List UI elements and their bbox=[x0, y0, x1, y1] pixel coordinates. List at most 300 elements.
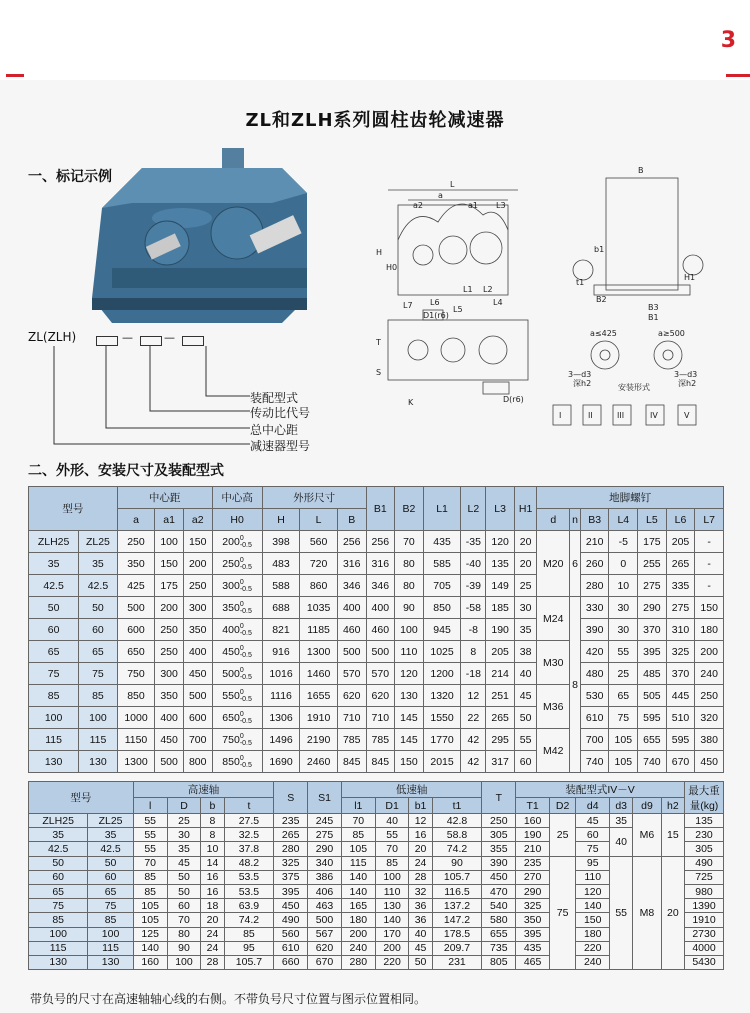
table-cell: 1460 bbox=[300, 663, 338, 685]
table-cell: 2460 bbox=[300, 751, 338, 773]
table-cell: 250 bbox=[695, 685, 724, 707]
table-cell: ZLH25 bbox=[29, 814, 88, 828]
table-row bbox=[29, 597, 724, 619]
th-assembly-type: 装配型式IV－V bbox=[516, 782, 685, 798]
table-cell: 240 bbox=[695, 663, 724, 685]
table-cell: 660 bbox=[274, 955, 308, 969]
asm-type-V: V bbox=[684, 411, 690, 420]
table-cell: 460 bbox=[337, 619, 366, 641]
table-cell: 585 bbox=[423, 553, 461, 575]
table-cell: 256 bbox=[366, 531, 395, 553]
table-cell: 190 bbox=[516, 828, 550, 842]
table-cell: 750 bbox=[117, 663, 155, 685]
table-cell: 260 bbox=[580, 553, 609, 575]
table-cell: 53.5 bbox=[224, 884, 274, 898]
table-cell: 1320 bbox=[423, 685, 461, 707]
table-cell: 30 bbox=[609, 597, 638, 619]
dim-a1: a1 bbox=[468, 201, 478, 210]
table-cell: 120 bbox=[486, 531, 515, 553]
table-cell: 214 bbox=[486, 663, 515, 685]
table-cell: 740 bbox=[580, 751, 609, 773]
table-cell: 270 bbox=[516, 870, 550, 884]
table-cell: 50 bbox=[514, 707, 536, 729]
table-cell: 85 bbox=[133, 884, 167, 898]
th-L: L bbox=[300, 509, 338, 531]
d3-cell: 35 bbox=[610, 814, 633, 828]
table-cell: 85 bbox=[375, 856, 409, 870]
table-cell: 22 bbox=[461, 707, 486, 729]
table-cell: 250 bbox=[482, 814, 516, 828]
table-cell: 90 bbox=[432, 856, 482, 870]
table-cell: 655 bbox=[482, 927, 516, 941]
table-cell: 3000 -0.5 bbox=[212, 575, 262, 597]
table-cell: 20 bbox=[514, 531, 536, 553]
table-cell: 170 bbox=[375, 927, 409, 941]
table-cell: 42 bbox=[461, 751, 486, 773]
section-heading-dimensions: 二、外形、安装尺寸及装配型式 bbox=[28, 463, 224, 479]
table-cell: 275 bbox=[638, 575, 667, 597]
table-cell: -5 bbox=[609, 531, 638, 553]
table-cell: 85 bbox=[88, 913, 133, 927]
table-cell: 1910 bbox=[300, 707, 338, 729]
table-cell: 610 bbox=[580, 707, 609, 729]
table-cell: 150 bbox=[576, 913, 610, 927]
table-cell: 4000 bbox=[685, 941, 724, 955]
table-cell: ZL25 bbox=[79, 531, 118, 553]
th-b1: b1 bbox=[409, 798, 432, 814]
table-cell: 10 bbox=[201, 842, 224, 856]
th-h2: h2 bbox=[661, 798, 684, 814]
table-cell: 1655 bbox=[300, 685, 338, 707]
table-cell: 85 bbox=[341, 828, 375, 842]
table-cell: 375 bbox=[274, 870, 308, 884]
h2-cell: 20 bbox=[661, 856, 684, 970]
table-cell: 500 bbox=[337, 641, 366, 663]
table-cell: 85 bbox=[29, 913, 88, 927]
code-separator: — bbox=[122, 331, 133, 344]
table-cell: 185 bbox=[486, 597, 515, 619]
table-cell: 160 bbox=[133, 955, 167, 969]
table-cell: 50 bbox=[29, 856, 88, 870]
th-B: B bbox=[337, 509, 366, 531]
table-cell: 945 bbox=[423, 619, 461, 641]
table-cell: 16 bbox=[201, 870, 224, 884]
table-cell: 30 bbox=[514, 597, 536, 619]
th-a1: a1 bbox=[155, 509, 184, 531]
table-cell: 251 bbox=[486, 685, 515, 707]
table-cell: 325 bbox=[274, 856, 308, 870]
table-cell: 45 bbox=[576, 814, 610, 828]
th-L5: L5 bbox=[638, 509, 667, 531]
table-cell: 116.5 bbox=[432, 884, 482, 898]
legend-model: 减速器型号 bbox=[250, 439, 311, 453]
th-S1: S1 bbox=[308, 782, 342, 814]
th-high-speed-shaft: 高速轴 bbox=[133, 782, 274, 798]
table-cell: 42.5 bbox=[79, 575, 118, 597]
table-cell: 600 bbox=[117, 619, 155, 641]
table-cell: 740 bbox=[638, 751, 667, 773]
table-row bbox=[29, 707, 724, 729]
table-cell: 580 bbox=[482, 913, 516, 927]
th-B2: B2 bbox=[395, 487, 424, 531]
table-cell: 140 bbox=[375, 913, 409, 927]
table-cell: 420 bbox=[580, 641, 609, 663]
table-cell: 860 bbox=[300, 575, 338, 597]
table-cell: 390 bbox=[482, 856, 516, 870]
th-model: 型号 bbox=[29, 782, 134, 814]
table-cell: 220 bbox=[375, 955, 409, 969]
th-anchor-bolt: 地脚螺钉 bbox=[537, 487, 724, 509]
table-cell: 25 bbox=[609, 663, 638, 685]
table-cell: 60 bbox=[29, 870, 88, 884]
label-hole-2: 3—d3 bbox=[674, 370, 698, 379]
table-cell: 75 bbox=[88, 899, 133, 913]
bolt-d-cell: M24 bbox=[537, 597, 570, 641]
table-cell: 316 bbox=[366, 553, 395, 575]
table-cell: 240 bbox=[576, 955, 610, 969]
table-cell: 200 bbox=[341, 927, 375, 941]
table-cell: 53.5 bbox=[224, 870, 274, 884]
table-cell: 1200 bbox=[423, 663, 461, 685]
table-cell: 6500 -0.5 bbox=[212, 707, 262, 729]
asm-type-II: II bbox=[588, 411, 593, 420]
th-center-height: 中心高 bbox=[212, 487, 262, 509]
table-cell: 500 bbox=[117, 597, 155, 619]
table-cell: 2015 bbox=[423, 751, 461, 773]
table-cell: 100 bbox=[88, 927, 133, 941]
table-cell: 60 bbox=[514, 751, 536, 773]
dim-L6: L6 bbox=[430, 298, 440, 307]
table-cell: 209.7 bbox=[432, 941, 482, 955]
table-cell: 150 bbox=[395, 751, 424, 773]
table-cell: 60 bbox=[88, 870, 133, 884]
table-cell: 655 bbox=[638, 729, 667, 751]
table-cell: 235 bbox=[274, 814, 308, 828]
table-cell: 35 bbox=[29, 553, 79, 575]
table-cell: 570 bbox=[337, 663, 366, 685]
table-cell: 1000 bbox=[117, 707, 155, 729]
table-cell: 145 bbox=[395, 707, 424, 729]
dim-T: T bbox=[376, 338, 381, 347]
table-cell: 200 bbox=[375, 941, 409, 955]
table-cell: 175 bbox=[155, 575, 184, 597]
table-row bbox=[29, 641, 724, 663]
table-cell: 850 bbox=[117, 685, 155, 707]
table-cell: 275 bbox=[666, 597, 695, 619]
table-cell: 370 bbox=[666, 663, 695, 685]
bolt-d-cell: M30 bbox=[537, 641, 570, 685]
table-cell: 120 bbox=[576, 884, 610, 898]
table-cell: 530 bbox=[580, 685, 609, 707]
table-cell: 58.8 bbox=[432, 828, 482, 842]
table-cell: 30 bbox=[167, 828, 201, 842]
table-cell: 55 bbox=[133, 814, 167, 828]
table-cell: 450 bbox=[155, 729, 184, 751]
table-cell: 620 bbox=[308, 941, 342, 955]
table-cell: 330 bbox=[580, 597, 609, 619]
dim-D: D(r6) bbox=[503, 395, 524, 404]
table-cell: 916 bbox=[262, 641, 300, 663]
table-cell: 175 bbox=[638, 531, 667, 553]
table-cell: 20 bbox=[201, 913, 224, 927]
table-cell: 480 bbox=[580, 663, 609, 685]
table-cell: 8500 -0.5 bbox=[212, 751, 262, 773]
th-a2: a2 bbox=[183, 509, 212, 531]
label-mounting: 安装形式 bbox=[618, 383, 650, 392]
table-cell: 140 bbox=[341, 884, 375, 898]
table-cell: 35 bbox=[514, 619, 536, 641]
dim-D1: D1(r6) bbox=[423, 311, 449, 320]
table-cell: 325 bbox=[666, 641, 695, 663]
table-cell: 10 bbox=[609, 575, 638, 597]
model-code: ZL(ZLH) bbox=[28, 330, 77, 344]
table-cell: 27.5 bbox=[224, 814, 274, 828]
table-cell: 200 bbox=[155, 597, 184, 619]
table-cell: 55 bbox=[133, 842, 167, 856]
table-cell: 60 bbox=[167, 899, 201, 913]
table-cell: 1306 bbox=[262, 707, 300, 729]
table-cell: 490 bbox=[274, 913, 308, 927]
th-d: d bbox=[537, 509, 570, 531]
header-rule-right bbox=[726, 74, 750, 77]
th-T1: T1 bbox=[516, 798, 550, 814]
table-cell: 110 bbox=[395, 641, 424, 663]
table-cell: -18 bbox=[461, 663, 486, 685]
table-cell: 725 bbox=[685, 870, 724, 884]
table-row bbox=[29, 575, 724, 597]
header-band bbox=[0, 0, 750, 80]
table-cell: 100 bbox=[395, 619, 424, 641]
header-rule-left bbox=[6, 74, 24, 77]
table-cell: 105 bbox=[133, 913, 167, 927]
table-cell: 5500 -0.5 bbox=[212, 685, 262, 707]
table-cell: 28 bbox=[201, 955, 224, 969]
table-cell: 290 bbox=[516, 884, 550, 898]
table-cell: 20 bbox=[514, 553, 536, 575]
table-cell: 256 bbox=[337, 531, 366, 553]
table-row bbox=[29, 856, 724, 870]
table-cell: 140 bbox=[341, 870, 375, 884]
th-H1: H1 bbox=[514, 487, 536, 531]
dim-L: L bbox=[450, 180, 455, 189]
table-cell: 32.5 bbox=[224, 828, 274, 842]
table-cell: 178.5 bbox=[432, 927, 482, 941]
table-cell: 305 bbox=[482, 828, 516, 842]
table-cell: 120 bbox=[395, 663, 424, 685]
legend-assembly: 装配型式 bbox=[250, 391, 299, 405]
table-cell: 115 bbox=[88, 941, 133, 955]
table-cell: 845 bbox=[337, 751, 366, 773]
table-cell: 8 bbox=[461, 641, 486, 663]
table-cell: 850 bbox=[423, 597, 461, 619]
table-cell: ZL25 bbox=[88, 814, 133, 828]
table-cell: 620 bbox=[337, 685, 366, 707]
table-row bbox=[29, 828, 724, 842]
table-cell: 205 bbox=[666, 531, 695, 553]
table-cell: 85 bbox=[29, 685, 79, 707]
table-cell: 55 bbox=[375, 828, 409, 842]
table-cell: 2190 bbox=[300, 729, 338, 751]
table-cell: 390 bbox=[580, 619, 609, 641]
dimension-table bbox=[28, 486, 724, 773]
label-a-le-425: a≤425 bbox=[590, 329, 617, 338]
th-d4: d4 bbox=[576, 798, 610, 814]
table-cell: 35 bbox=[79, 553, 118, 575]
table-cell: 735 bbox=[482, 941, 516, 955]
table-cell: 570 bbox=[366, 663, 395, 685]
table-row bbox=[29, 531, 724, 553]
table-cell: 290 bbox=[308, 842, 342, 856]
table-cell: 63.9 bbox=[224, 899, 274, 913]
table-cell: 115 bbox=[29, 729, 79, 751]
table-cell: 35 bbox=[29, 828, 88, 842]
table-cell: 55 bbox=[514, 729, 536, 751]
table-cell: 450 bbox=[482, 870, 516, 884]
table-cell: 60 bbox=[79, 619, 118, 641]
dimension-drawing bbox=[368, 160, 738, 450]
table-cell: 200 bbox=[183, 553, 212, 575]
table-cell: 115 bbox=[79, 729, 118, 751]
table-cell: 720 bbox=[300, 553, 338, 575]
table-cell: 60 bbox=[576, 828, 610, 842]
table-cell: 95 bbox=[224, 941, 274, 955]
table-cell: 588 bbox=[262, 575, 300, 597]
th-max-weight: 最大重量(kg) bbox=[685, 782, 724, 814]
table-cell: 65 bbox=[79, 641, 118, 663]
table-cell: 1185 bbox=[300, 619, 338, 641]
table-cell: 200 bbox=[695, 641, 724, 663]
table-cell: 100 bbox=[79, 707, 118, 729]
table-cell: 295 bbox=[486, 729, 515, 751]
table-cell: 8 bbox=[201, 828, 224, 842]
table-cell: 130 bbox=[395, 685, 424, 707]
label-hole-1: 3—d3 bbox=[568, 370, 592, 379]
table-cell: 370 bbox=[638, 619, 667, 641]
table-cell: 460 bbox=[366, 619, 395, 641]
table-cell: 160 bbox=[516, 814, 550, 828]
dim-B: B bbox=[638, 166, 644, 175]
th-T: T bbox=[482, 782, 516, 814]
table-cell: 346 bbox=[337, 575, 366, 597]
dim-S: S bbox=[376, 368, 382, 377]
th-n: n bbox=[570, 509, 581, 531]
dim-a2: a2 bbox=[413, 201, 423, 210]
table-cell: 100 bbox=[375, 870, 409, 884]
table-cell: 398 bbox=[262, 531, 300, 553]
th-center-distance: 中心距 bbox=[117, 487, 212, 509]
asm-type-IV: IV bbox=[650, 411, 658, 420]
th-L6: L6 bbox=[666, 509, 695, 531]
table-cell: 105 bbox=[133, 899, 167, 913]
table-cell: 105.7 bbox=[224, 955, 274, 969]
bolt-n-cell: 6 bbox=[570, 531, 581, 597]
table-cell: 180 bbox=[341, 913, 375, 927]
th-L2: L2 bbox=[461, 487, 486, 531]
table-cell: 85 bbox=[79, 685, 118, 707]
table-cell: 250 bbox=[117, 531, 155, 553]
table-cell: 280 bbox=[341, 955, 375, 969]
table-cell: 710 bbox=[337, 707, 366, 729]
table-cell: 70 bbox=[375, 842, 409, 856]
table-cell: 90 bbox=[395, 597, 424, 619]
table-cell: 180 bbox=[576, 927, 610, 941]
table-cell: -35 bbox=[461, 531, 486, 553]
table-cell: 80 bbox=[395, 553, 424, 575]
table-cell: 65 bbox=[88, 884, 133, 898]
table-cell: 70 bbox=[395, 531, 424, 553]
legend-center-distance: 总中心距 bbox=[250, 423, 299, 437]
d3-cell: 55 bbox=[610, 856, 633, 970]
table-cell: 50 bbox=[167, 870, 201, 884]
table-cell: 845 bbox=[366, 751, 395, 773]
th-L1: L1 bbox=[423, 487, 461, 531]
table-cell: 235 bbox=[516, 856, 550, 870]
table-cell: 105 bbox=[609, 751, 638, 773]
section-heading-marking: 一、标记示例 bbox=[28, 169, 112, 185]
th-outline: 外形尺寸 bbox=[262, 487, 366, 509]
table-cell: 350 bbox=[183, 619, 212, 641]
table-cell: 74.2 bbox=[432, 842, 482, 856]
th-l: l bbox=[133, 798, 167, 814]
page-number: 3 bbox=[720, 28, 736, 53]
table-cell: 210 bbox=[516, 842, 550, 856]
d3-cell: 40 bbox=[610, 828, 633, 856]
table-cell: 210 bbox=[580, 531, 609, 553]
dim-B2: B2 bbox=[596, 295, 607, 304]
dim-B1: B1 bbox=[648, 313, 659, 322]
table-cell: 1300 bbox=[117, 751, 155, 773]
table-cell: 80 bbox=[167, 927, 201, 941]
table-cell: -8 bbox=[461, 619, 486, 641]
table-cell: 65 bbox=[29, 641, 79, 663]
bolt-d-cell: M42 bbox=[537, 729, 570, 773]
shaft-table bbox=[28, 781, 724, 970]
table-cell: 7500 -0.5 bbox=[212, 729, 262, 751]
dim-H0: H0 bbox=[386, 263, 398, 272]
table-cell: 36 bbox=[409, 899, 432, 913]
table-cell: 1150 bbox=[117, 729, 155, 751]
table-cell: 65 bbox=[609, 685, 638, 707]
table-cell: 400 bbox=[183, 641, 212, 663]
table-cell: 1016 bbox=[262, 663, 300, 685]
table-cell: 140 bbox=[576, 899, 610, 913]
table-cell: 110 bbox=[375, 884, 409, 898]
table-cell: 280 bbox=[274, 842, 308, 856]
table-cell: 705 bbox=[423, 575, 461, 597]
table-cell: 490 bbox=[685, 856, 724, 870]
th-L3: L3 bbox=[486, 487, 515, 531]
table-cell: 445 bbox=[666, 685, 695, 707]
table-cell: 50 bbox=[88, 856, 133, 870]
table-cell: 400 bbox=[337, 597, 366, 619]
table-cell: 100 bbox=[155, 531, 184, 553]
table-cell: 24 bbox=[409, 856, 432, 870]
table-cell: 290 bbox=[638, 597, 667, 619]
label-a-ge-500: a≥500 bbox=[658, 329, 685, 338]
asm-type-III: III bbox=[617, 411, 625, 420]
table-cell: 24 bbox=[201, 941, 224, 955]
table-cell: 805 bbox=[482, 955, 516, 969]
th-t1: t1 bbox=[432, 798, 482, 814]
label-depth-2: 深h2 bbox=[678, 379, 697, 388]
table-cell: 610 bbox=[274, 941, 308, 955]
table-cell: 150 bbox=[155, 553, 184, 575]
table-cell: 425 bbox=[117, 575, 155, 597]
table-cell: 95 bbox=[576, 856, 610, 870]
table-cell: 36 bbox=[409, 913, 432, 927]
table-cell: 340 bbox=[308, 856, 342, 870]
table-cell: 55 bbox=[609, 641, 638, 663]
